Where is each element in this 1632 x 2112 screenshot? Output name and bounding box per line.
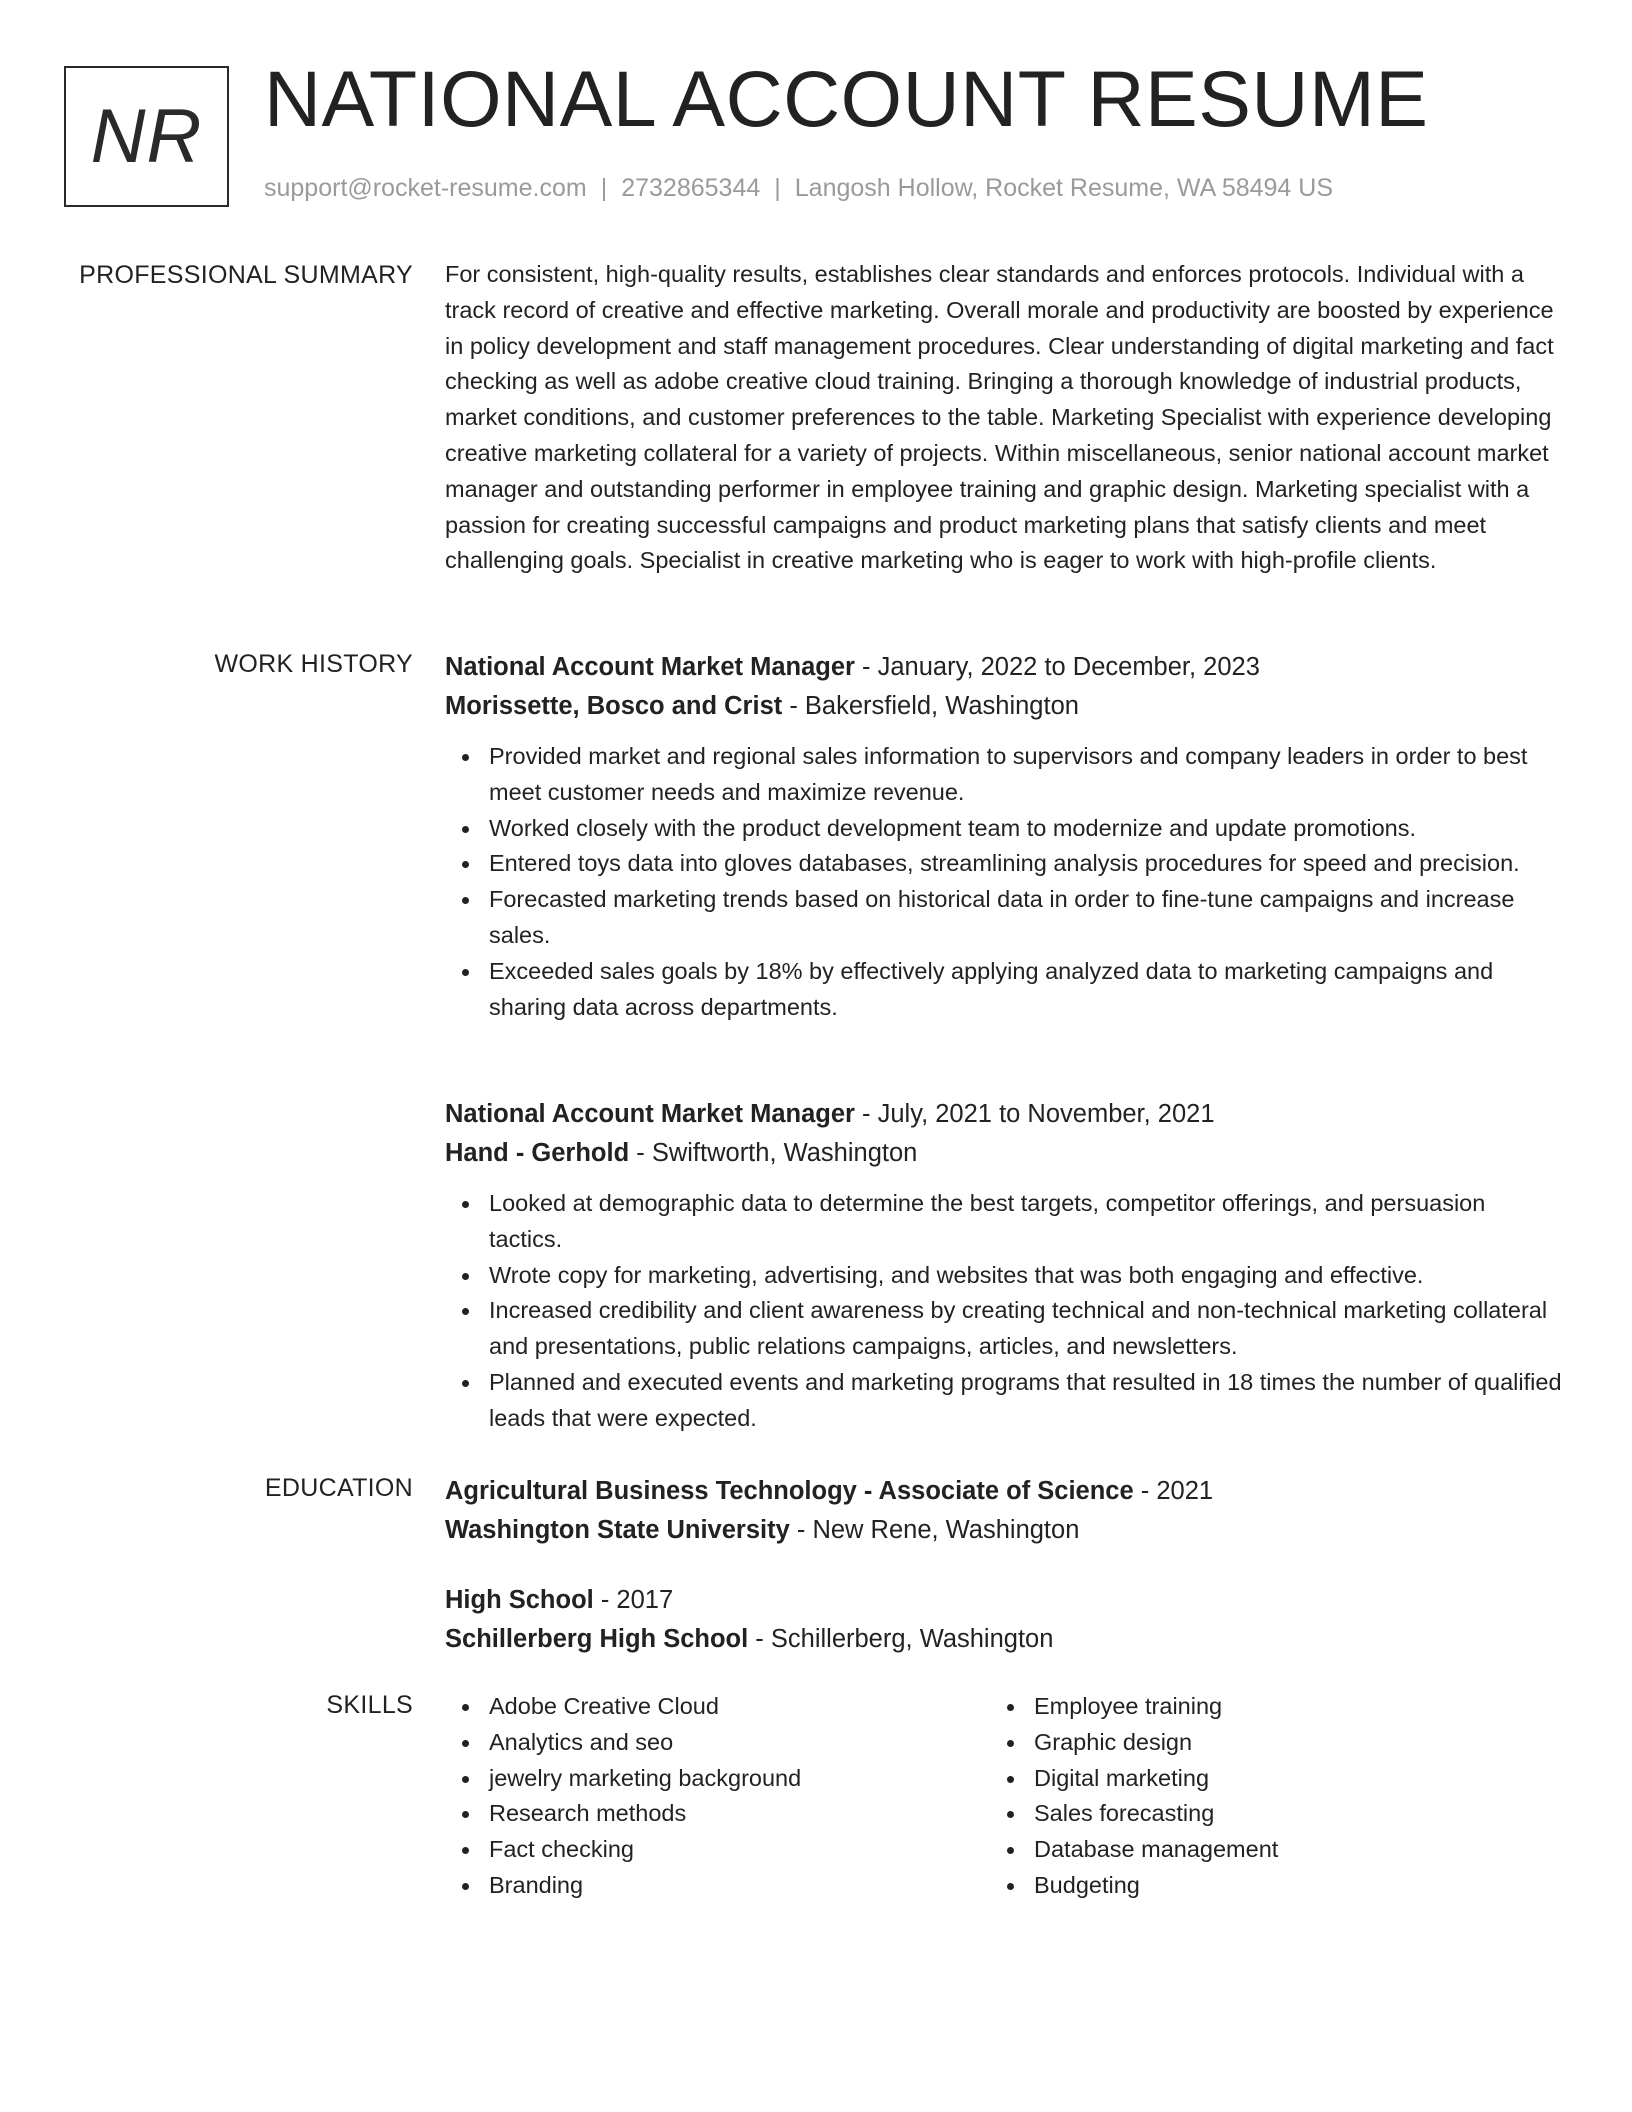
job-bullet: Increased credibility and client awareness by creating technical and non-technical marketing collateral and presentations, public relations campaigns, articles, and newsletters. <box>489 1293 1563 1365</box>
skill-item: Analytics and seo <box>489 1725 985 1761</box>
school-line <box>445 1620 1563 1659</box>
job-bullet-list <box>445 739 1563 1025</box>
skill-item: Digital marketing <box>1034 1761 1530 1797</box>
job-bullet: Provided market and regional sales information to supervisors and company leaders in order to best meet customer needs and maximize revenue. <box>489 739 1563 811</box>
skills-column-right <box>990 1689 1530 1904</box>
degree-line <box>445 1581 1563 1620</box>
contact-email: support@rocket-resume.com <box>264 174 587 202</box>
contact-separator: | <box>600 174 608 202</box>
work-history-heading: WORK HISTORY <box>214 650 413 678</box>
summary-text: For consistent, high-quality results, establishes clear standards and enforces protocols. Individual with a track record of creative and effective marketing. Overall morale and productivity are boosted by experience in policy development and staff management procedures. Clear understanding of digital marketing and fact checking as well as adobe creative cloud training. Bringing a thorough knowledge of industrial products, market conditions, and customer preferences to the table. Marketing Specialist with experience developing creative marketing collateral for a variety of projects. Within miscellaneous, senior national account market manager and outstanding performer in employee training and graphic design. Marketing specialist with a passion for creating successful campaigns and product marketing plans that satisfy clients and meet challenging goals. Specialist in creative marketing who is eager to work with high-profile clients. <box>445 261 1554 574</box>
job-company: Hand - Gerhold <box>445 1138 630 1167</box>
job-entry <box>445 648 1563 1025</box>
skills-list <box>445 1689 985 1904</box>
skill-item: Branding <box>489 1868 985 1904</box>
degree-year: - 2017 <box>593 1586 674 1614</box>
job-company-line <box>445 687 1563 726</box>
job-entry <box>445 1095 1563 1437</box>
job-bullet: Wrote copy for marketing, advertising, and websites that was both engaging and effective. <box>489 1258 1563 1294</box>
contact-line <box>264 174 1333 203</box>
skill-item: Adobe Creative Cloud <box>489 1689 985 1725</box>
job-company-line <box>445 1134 1563 1173</box>
job-title-line <box>445 648 1563 687</box>
job-title-line <box>445 1095 1563 1134</box>
skill-item: Employee training <box>1034 1689 1530 1725</box>
skill-item: Sales forecasting <box>1034 1796 1530 1832</box>
degree-year: - 2021 <box>1133 1477 1214 1505</box>
job-location: - Swiftworth, Washington <box>629 1138 918 1167</box>
job-bullet: Entered toys data into gloves databases, streamlining analysis procedures for speed and precision. <box>489 846 1563 882</box>
contact-phone: 2732865344 <box>621 174 761 202</box>
skill-item: Fact checking <box>489 1832 985 1868</box>
job-dates: - January, 2022 to December, 2023 <box>854 653 1260 681</box>
skills-column-left <box>445 1689 985 1904</box>
skill-item: Database management <box>1034 1832 1530 1868</box>
job-title: National Account Market Manager <box>445 1100 855 1128</box>
monogram-badge: NR <box>64 66 229 207</box>
job-location: - Bakersfield, Washington <box>782 691 1079 720</box>
contact-separator: | <box>774 174 781 202</box>
job-company: Morissette, Bosco and Crist <box>445 691 783 720</box>
skill-item: Budgeting <box>1034 1868 1530 1904</box>
degree-name: High School <box>445 1586 594 1614</box>
school-location: - New Rene, Washington <box>789 1515 1080 1544</box>
education-entry <box>445 1472 1563 1549</box>
school-name: Washington State University <box>445 1515 790 1544</box>
degree-name: Agricultural Business Technology - Associate of Science <box>445 1477 1134 1505</box>
skill-item: Research methods <box>489 1796 985 1832</box>
education-entry <box>445 1581 1563 1658</box>
summary-heading: PROFESSIONAL SUMMARY <box>79 261 413 289</box>
resume-title: NATIONAL ACCOUNT RESUME <box>264 54 1429 143</box>
school-name: Schillerberg High School <box>445 1624 749 1653</box>
skill-item: jewelry marketing background <box>489 1761 985 1797</box>
job-bullet: Forecasted marketing trends based on historical data in order to fine-tune campaigns and increase sales. <box>489 882 1563 954</box>
education-heading: EDUCATION <box>264 1474 413 1502</box>
skills-list <box>990 1689 1530 1904</box>
job-bullet: Exceeded sales goals by 18% by effectively applying analyzed data to marketing campaigns and sharing data across departments. <box>489 954 1563 1026</box>
job-bullet: Planned and executed events and marketing programs that resulted in 18 times the number of qualified leads that were expected. <box>489 1365 1563 1437</box>
contact-address: Langosh Hollow, Rocket Resume, WA 58494 US <box>794 174 1334 202</box>
job-bullet-list <box>445 1186 1563 1437</box>
job-bullet: Looked at demographic data to determine the best targets, competitor offerings, and persuasion tactics. <box>489 1186 1563 1258</box>
skills-heading: SKILLS <box>326 1691 413 1719</box>
job-bullet: Worked closely with the product development team to modernize and update promotions. <box>489 811 1563 847</box>
degree-line <box>445 1472 1563 1511</box>
school-line <box>445 1511 1563 1550</box>
job-title: National Account Market Manager <box>445 653 855 681</box>
job-dates: - July, 2021 to November, 2021 <box>854 1100 1215 1128</box>
school-location: - Schillerberg, Washington <box>748 1624 1054 1653</box>
skill-item: Graphic design <box>1034 1725 1530 1761</box>
